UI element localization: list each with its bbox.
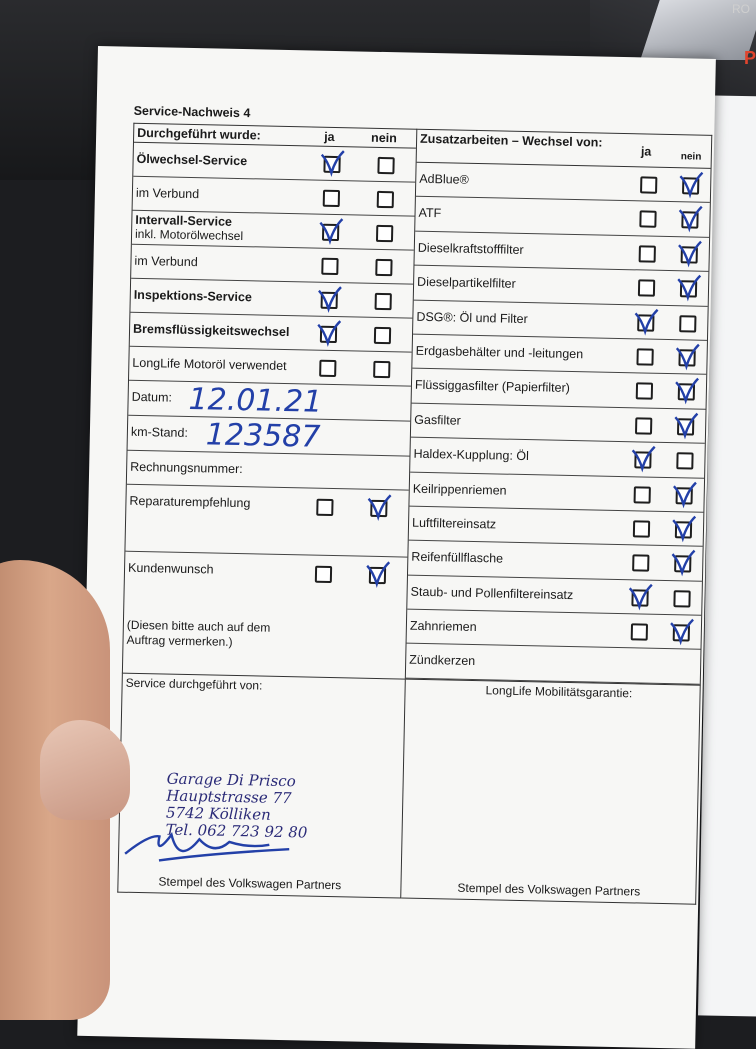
nein-checkbox[interactable] [673,590,690,607]
nein-checkbox[interactable] [375,259,392,276]
ja-checkbox[interactable] [637,314,654,331]
check-mark-icon [671,514,698,543]
km-row [128,416,411,457]
check-mark-icon [676,273,703,302]
longlife-label: LongLife Mobilitätsgarantie: [485,683,633,701]
check-mark-icon [316,319,343,348]
check-mark-icon [316,285,343,314]
ja-checkbox[interactable] [320,326,337,343]
nein-checkbox[interactable] [675,521,692,538]
check-mark-icon [319,149,346,178]
ja-checkbox[interactable] [634,451,651,468]
check-mark-icon [676,239,703,268]
ja-checkbox[interactable] [636,348,653,365]
datum-handwritten: 12.01.21 [188,381,323,420]
row-label: LongLife Motoröl verwendet [132,355,287,374]
check-mark-icon [670,548,697,577]
check-mark-icon [633,307,660,336]
kunden-label: Kundenwunsch [127,560,214,577]
nein-checkbox[interactable] [377,157,394,174]
check-mark-icon [671,480,698,509]
ja-checkbox[interactable] [323,190,340,207]
right-column [406,130,711,685]
note-line-2: Auftrag vermerken.) [126,632,233,649]
nein-checkbox[interactable] [680,280,697,297]
ja-checkbox[interactable] [321,292,338,309]
ja-header: ja [324,129,335,144]
datum-row [128,381,411,422]
ja-checkbox[interactable] [632,555,649,572]
row-label: im Verbund [134,253,198,270]
row-sublabel: inkl. Motorölwechsel [134,226,244,244]
nein-checkbox[interactable] [375,293,392,310]
row-label: Reifenfüllflasche [411,549,504,566]
check-mark-icon [630,444,657,473]
nein-checkbox[interactable] [377,191,394,208]
nein-checkbox[interactable] [673,624,690,641]
row-label: Haldex-Kupplung: Öl [413,446,530,464]
stamp-line-3: 5742 Kölliken [165,803,271,824]
nein-header: nein [370,130,397,146]
nein-checkbox[interactable] [376,225,393,242]
km-handwritten: 123587 [205,417,321,455]
check-mark-icon [673,411,700,440]
nein-checkbox[interactable] [674,555,691,572]
nein-checkbox[interactable] [676,487,693,504]
nein-checkbox[interactable] [676,452,693,469]
row-label: Dieselpartikelfilter [416,274,516,291]
check-mark-icon [627,582,654,611]
ja-checkbox[interactable] [322,224,339,241]
check-mark-icon [669,617,696,646]
ja-checkbox[interactable] [321,258,338,275]
stamp-line-1: Garage Di Prisco [166,769,296,791]
longlife-cell [401,679,700,903]
row-label: im Verbund [135,185,200,202]
datum-label: Datum: [131,389,173,405]
row-label: Intervall-Service [135,212,233,229]
ja-checkbox[interactable] [640,176,657,193]
row-label: DSG®: Öl und Filter [416,309,528,326]
left-rows [129,143,416,387]
right-rows [406,163,711,685]
service-booklet-page [77,46,716,1049]
check-mark-icon [318,217,345,246]
form-row [406,644,701,685]
ja-checkbox[interactable] [633,520,650,537]
stamp-line-4: Tel. 062 723 92 80 [165,820,308,842]
check-mark-icon [365,560,392,589]
km-label: km-Stand: [130,424,189,440]
nein-checkbox[interactable] [678,384,695,401]
reparatur-row [125,485,408,558]
nein-checkbox[interactable] [373,361,390,378]
ja-checkbox[interactable] [319,360,336,377]
left-header-label: Durchgeführt wurde: [137,125,261,143]
nein-checkbox[interactable] [681,212,698,229]
reparatur-nein-checkbox[interactable] [370,500,387,517]
kunden-row [123,552,407,658]
check-mark-icon [678,170,705,199]
nein-checkbox[interactable] [678,349,695,366]
thumb-nail [40,720,130,820]
row-label: Zahnriemen [409,618,477,635]
check-mark-icon [677,205,704,234]
row-label: Ölwechsel-Service [136,151,248,169]
left-column [123,124,416,658]
row-label: Luftfiltereinsatz [411,515,497,532]
ja-checkbox[interactable] [639,245,656,262]
ja-checkbox[interactable] [631,589,648,606]
nein-checkbox[interactable] [677,418,694,435]
ja-checkbox[interactable] [631,623,648,640]
row-label: Dieselkraftstofffilter [417,240,524,257]
note-line-1: (Diesen bitte auch auf dem [126,617,271,635]
park-indicator: P [743,48,756,68]
reparatur-label: Reparaturempfehlung [129,493,251,511]
service-by-cell [118,674,405,898]
ja-checkbox[interactable] [638,280,655,297]
page-title: Service-Nachweis 4 [133,103,251,121]
ja-header-right: ja [640,144,652,159]
signature-icon [119,793,341,878]
check-mark-icon [674,376,701,405]
check-mark-icon [366,493,393,522]
row-label: Staub- und Pollenfiltereinsatz [410,584,574,602]
console-label: RO [732,2,750,16]
row-label: AdBlue® [419,171,469,187]
nein-checkbox[interactable] [679,315,696,332]
row-label: Erdgasbehälter und -leitungen [415,343,584,362]
reparatur-ja-checkbox[interactable] [316,499,333,516]
kunden-ja-checkbox[interactable] [315,566,332,583]
ja-checkbox[interactable] [323,156,340,173]
row-label: Inspektions-Service [133,287,253,305]
nein-checkbox[interactable] [681,246,698,263]
row-label: Flüssiggasfilter (Papierfilter) [414,378,571,396]
kunden-nein-checkbox[interactable] [369,567,386,584]
ja-checkbox[interactable] [639,211,656,228]
nein-header-right: nein [680,151,702,163]
row-label: Gasfilter [414,412,461,428]
row-label: ATF [418,206,442,221]
right-header-label: Zusatzarbeiten – Wechsel von: [419,131,603,150]
check-mark-icon [674,342,701,371]
ja-checkbox[interactable] [634,486,651,503]
service-by-label: Service durchgeführt von: [125,675,263,693]
ja-checkbox[interactable] [636,383,653,400]
stamp-label-left: Stempel des Volkswagen Partners [158,874,342,893]
stamp-label-right: Stempel des Volkswagen Partners [457,880,641,899]
row-label: Bremsflüssigkeitswechsel [132,321,290,340]
nein-checkbox[interactable] [682,177,699,194]
stamp-line-2: Hauptstrasse 77 [166,786,292,808]
row-label: Zündkerzen [409,653,476,669]
ja-checkbox[interactable] [635,417,652,434]
nein-checkbox[interactable] [374,327,391,344]
service-form-table [117,123,712,905]
row-label: Keilrippenriemen [412,481,507,498]
rechnung-label: Rechnungsnummer: [130,459,243,477]
